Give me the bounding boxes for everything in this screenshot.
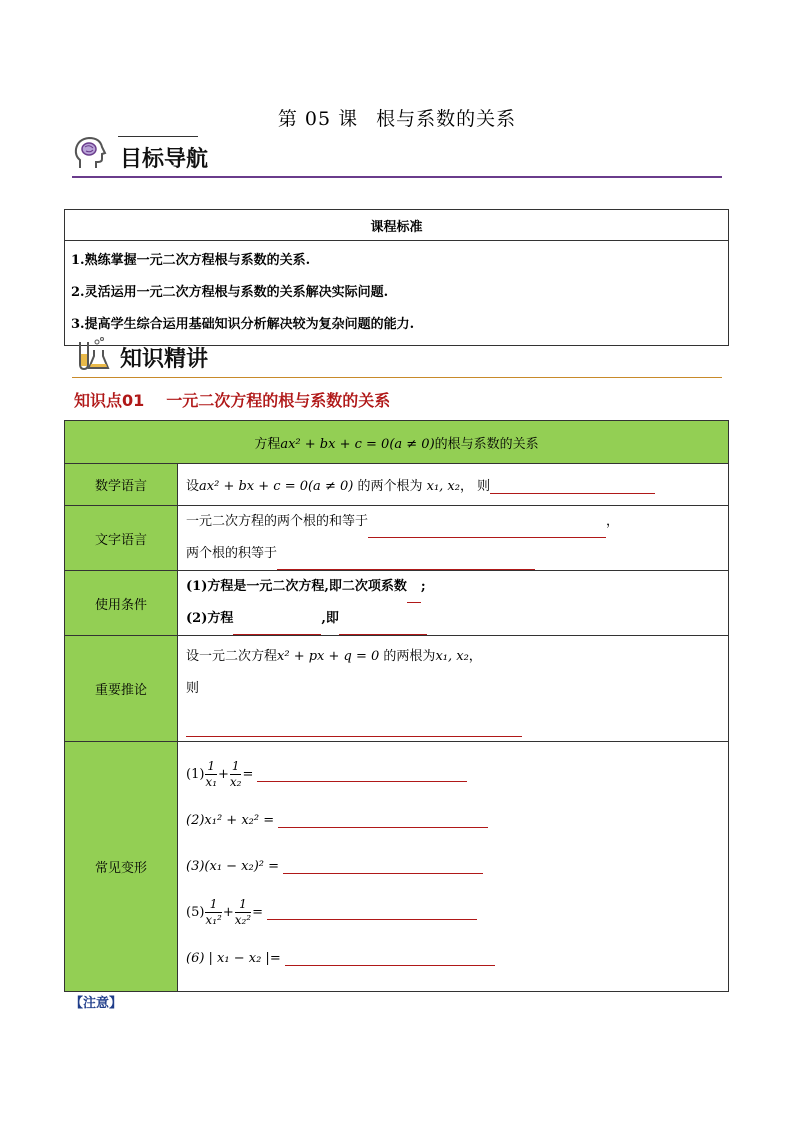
lesson-number: 第 05 课 — [277, 108, 359, 130]
knowledge-point-code: 知识点01 — [74, 391, 145, 410]
lab-flask-icon — [72, 334, 112, 374]
fraction: $\frac{1}{\text{x₂}}$ — [229, 759, 242, 789]
section-divider — [72, 377, 722, 378]
section-label: 目标导航 — [120, 147, 209, 172]
transform-6: (6) | x₁ − x₂ |= — [186, 936, 720, 982]
answer-blank[interactable] — [257, 767, 467, 782]
page-title — [0, 104, 794, 131]
math-language-cell: 设ax² + bx + c = 0(a ≠ 0) 的两个根为 x₁, x₂， 则 — [178, 464, 729, 506]
standards-header: 课程标准 — [65, 210, 729, 241]
answer-blank[interactable] — [490, 479, 655, 494]
standard-item: 2.灵活运用一元二次方程根与系数的关系解决实际问题. — [71, 285, 389, 300]
answer-blank[interactable] — [277, 555, 535, 570]
table-header: 方程ax² + bx + c = 0(a ≠ 0)的根与系数的关系 — [65, 421, 729, 464]
section-knowledge — [72, 334, 722, 378]
answer-blank[interactable] — [283, 859, 483, 874]
brain-head-icon — [72, 134, 112, 174]
knowledge-point-title: 一元二次方程的根与系数的关系 — [166, 391, 391, 410]
course-standards-table — [64, 209, 729, 346]
row-label: 文字语言 — [65, 506, 178, 571]
row-label: 使用条件 — [65, 571, 178, 636]
text-language-cell: 一元二次方程的两个根的和等于 ， 两个根的积等于 — [178, 506, 729, 571]
conditions-cell: (1)方程是一元二次方程,即二次项系数 ; (2)方程 ,即 — [178, 571, 729, 636]
knowledge-table — [64, 420, 729, 992]
transform-5: (5) $\frac{1}{\text{x₁²}}$ + $\frac{1}{\text{x₂²}}$ = — [186, 890, 720, 936]
standards-list — [65, 241, 729, 346]
transform-3: (3)(x₁ − x₂)² = — [186, 844, 720, 890]
section-goal-navigation — [72, 134, 722, 178]
fraction: $\frac{1}{\text{x₁}}$ — [205, 759, 217, 789]
answer-blank[interactable] — [339, 620, 427, 635]
transforms-cell — [178, 742, 729, 992]
row-label: 数学语言 — [65, 464, 178, 506]
section-divider — [72, 176, 722, 178]
answer-blank[interactable] — [233, 620, 321, 635]
transform-1: (1) $\frac{1}{\text{x₁}}$ + $\frac{1}{\text{x₂}}$ = — [186, 752, 720, 798]
answer-blank[interactable] — [407, 588, 421, 603]
row-label: 常见变形 — [65, 742, 178, 992]
transform-2: (2)x₁² + x₂² = — [186, 798, 720, 844]
fraction: $\frac{1}{\text{x₂²}}$ — [234, 897, 252, 927]
answer-blank[interactable] — [368, 523, 606, 538]
row-label: 重要推论 — [65, 636, 178, 742]
equation: ax² + bx + c = 0(a ≠ 0) — [280, 436, 435, 452]
knowledge-point-heading — [74, 388, 390, 411]
standard-item: 1.熟练掌握一元二次方程根与系数的关系. — [71, 253, 311, 268]
lesson-name: 根与系数的关系 — [376, 108, 517, 130]
fraction: $\frac{1}{\text{x₁²}}$ — [205, 897, 222, 927]
inference-cell: 设一元二次方程x² + px + q = 0 的两根为x₁, x₂， 则 — [178, 636, 729, 742]
note-label: 【注意】 — [70, 996, 123, 1011]
answer-blank[interactable] — [267, 905, 477, 920]
answer-blank[interactable] — [285, 951, 495, 966]
section-label: 知识精讲 — [120, 347, 209, 372]
standard-item: 3.提高学生综合运用基础知识分析解决较为复杂问题的能力. — [71, 317, 415, 332]
decorative-rule — [118, 136, 198, 137]
answer-blank[interactable] — [186, 722, 522, 737]
answer-blank[interactable] — [278, 813, 488, 828]
